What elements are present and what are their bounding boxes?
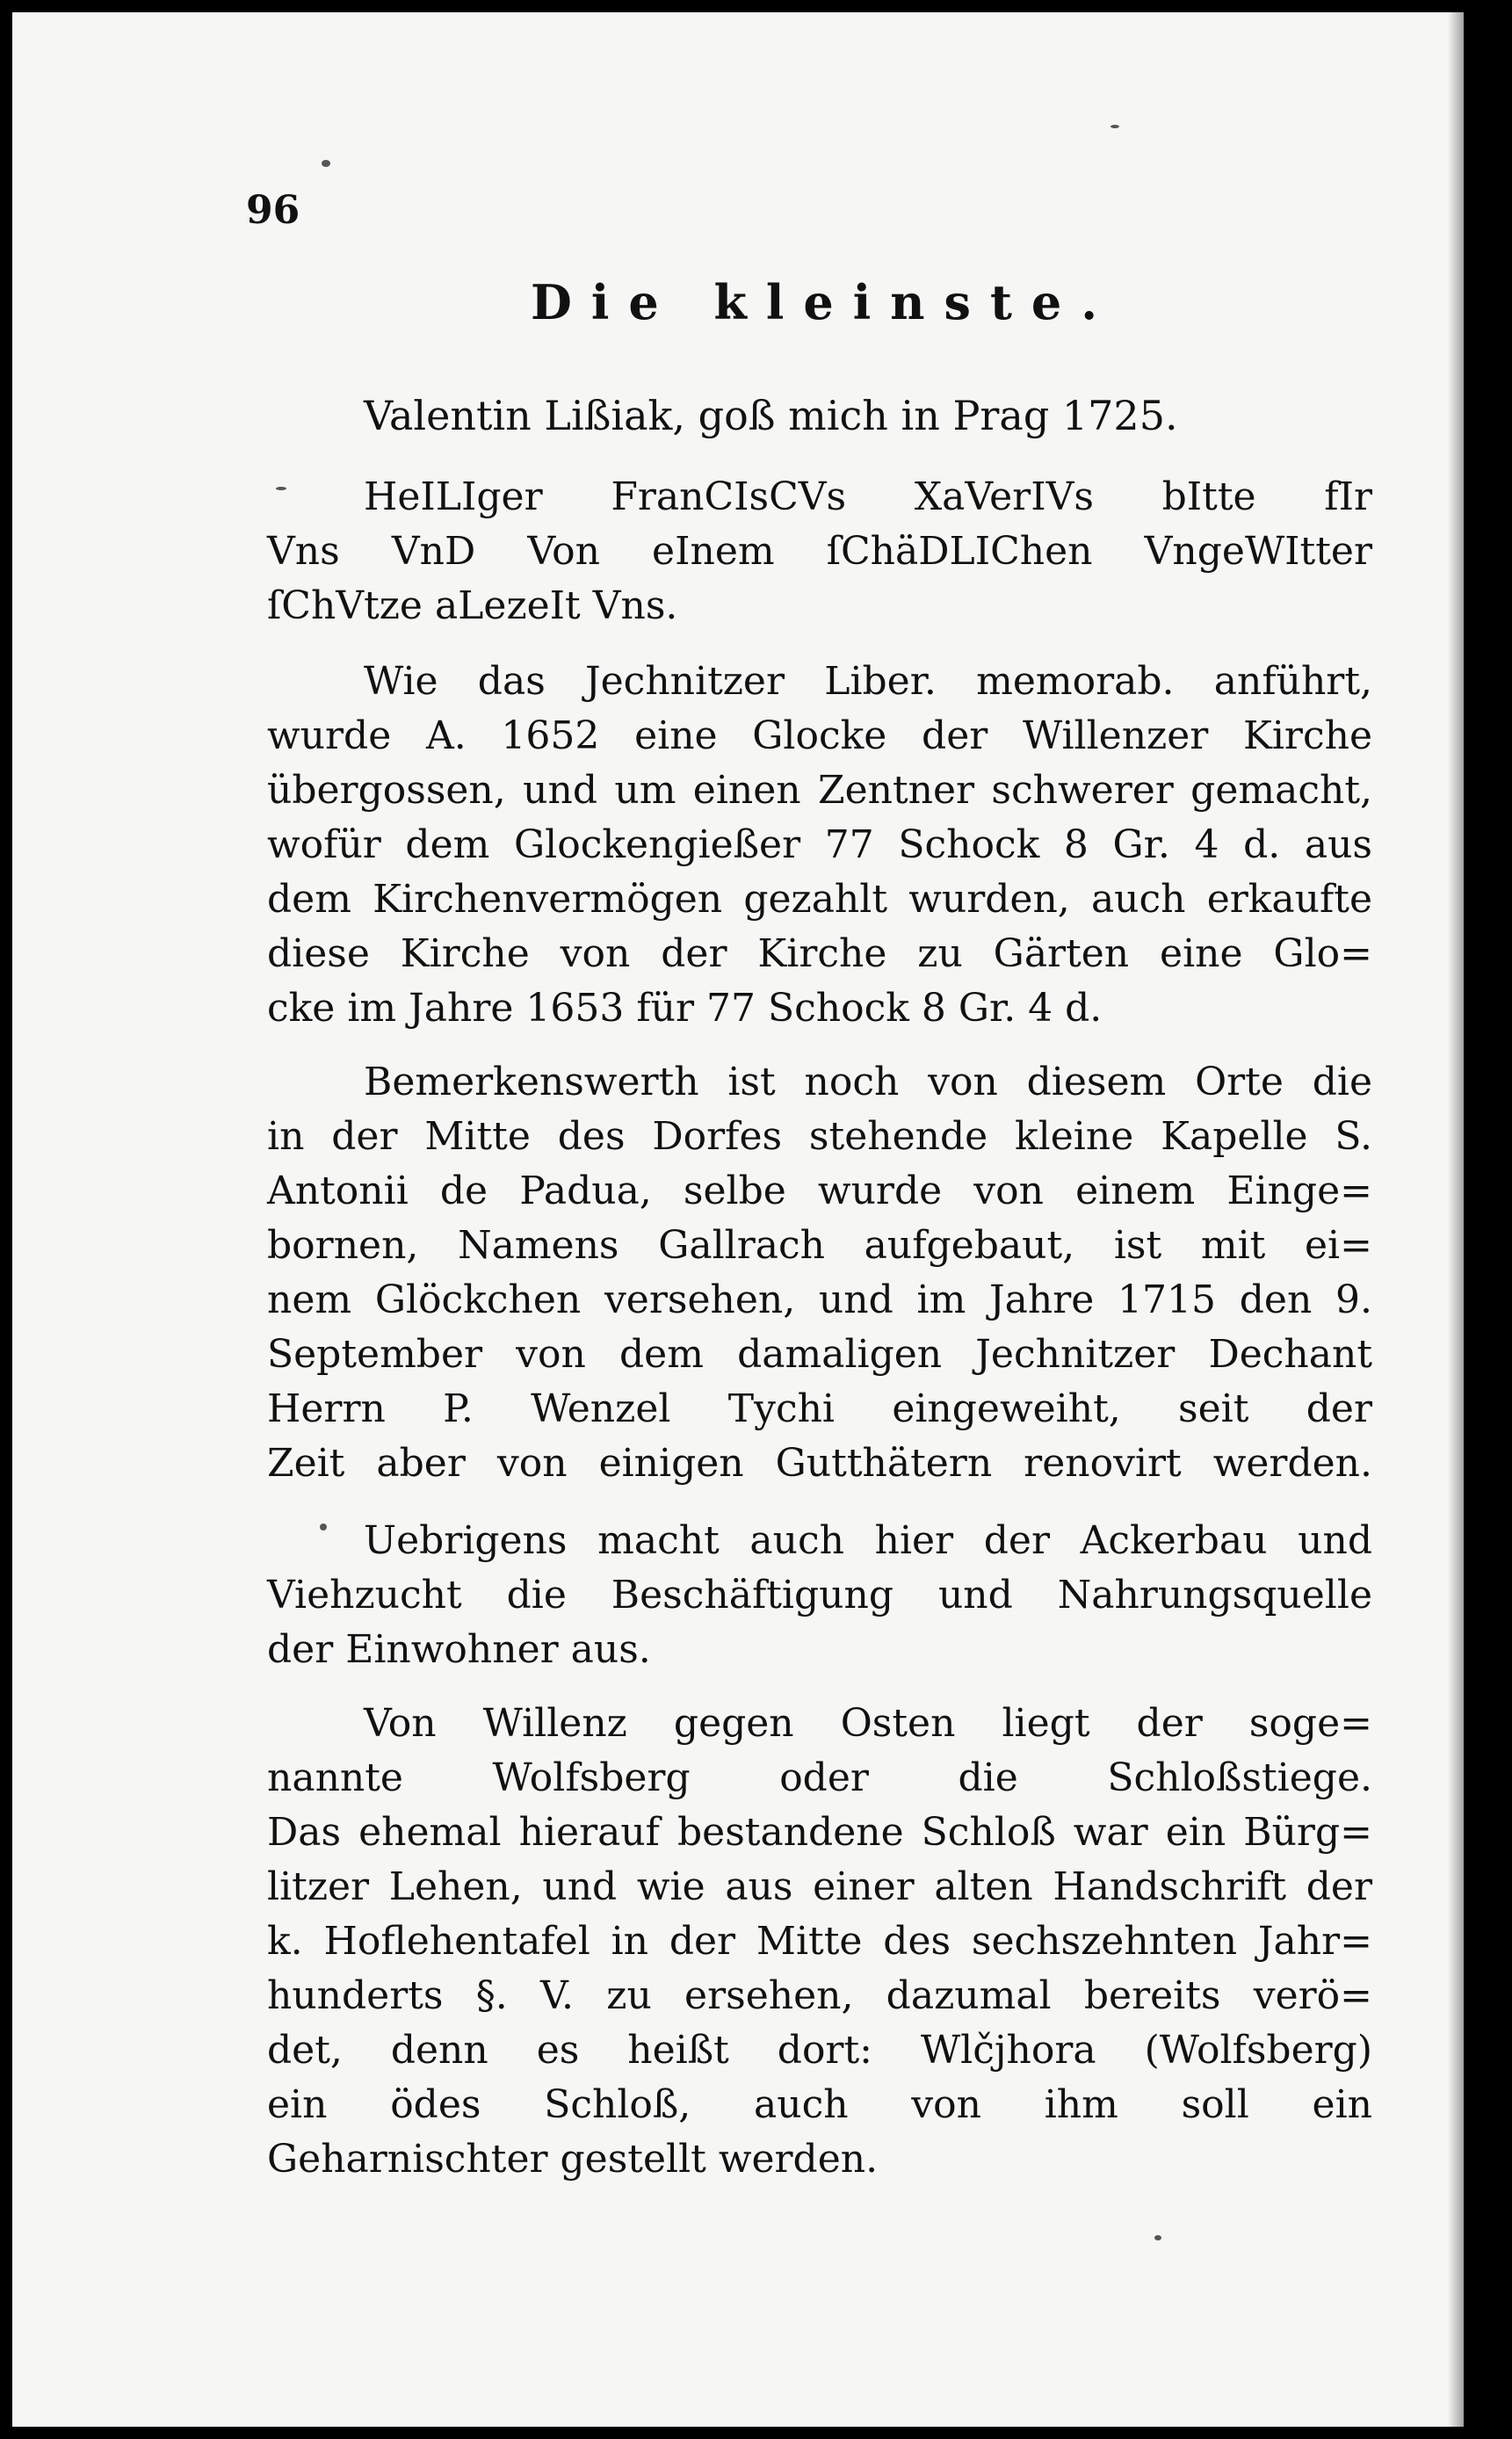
- paragraph-line: diese Kirche von der Kirche zu Gärten eine Glo=: [267, 931, 1372, 976]
- inscription-line-1: HeILIger FranCIsCVs XaVerIVs bItte fIr: [364, 474, 1372, 519]
- print-speck: [276, 487, 286, 490]
- paragraph-line: Geharnischter gestellt werden.: [267, 2137, 879, 2182]
- paragraph-line: nem Glöckchen versehen, und im Jahre 1715 den 9.: [267, 1277, 1372, 1322]
- paragraph-line: Bemerkenswerth ist noch von diesem Orte die: [364, 1060, 1372, 1104]
- print-speck: [322, 160, 330, 167]
- print-speck: [320, 1523, 327, 1531]
- paragraph-line: ein ödes Schloß, auch von ihm soll ein: [267, 2082, 1372, 2127]
- paragraph-line: in der Mitte des Dorfes stehende kleine Kapelle S.: [267, 1114, 1372, 1159]
- paragraph-line: k. Hoflehentafel in der Mitte des sechszehnten Jahr=: [267, 1919, 1372, 1964]
- inscription-line-2: Vns VnD Von eInem ſChäDLIChen VngeWItter: [267, 529, 1372, 574]
- paragraph-line: übergossen, und um einen Zentner schwerer gemacht,: [267, 768, 1372, 813]
- paragraph-line: der Einwohner aus.: [267, 1627, 651, 1672]
- paragraph-line: Uebrigens macht auch hier der Ackerbau und: [364, 1518, 1372, 1563]
- paragraph-line: bornen, Namens Gallrach aufgebaut, ist mit ei=: [267, 1223, 1372, 1268]
- paragraph-line: Herrn P. Wenzel Tychi eingeweiht, seit der: [267, 1386, 1372, 1431]
- page-edge-shadow: [1448, 12, 1464, 2427]
- bell-maker-line: Valentin Lißiak, goß mich in Prag 1725.: [364, 392, 1178, 439]
- paragraph-line: wofür dem Glockengießer 77 Schock 8 Gr. 4 d. aus: [267, 822, 1372, 867]
- paragraph-line: Das ehemal hierauf bestandene Schloß war ein Bürg=: [267, 1810, 1372, 1855]
- paragraph-line: Von Willenz gegen Osten liegt der soge=: [364, 1701, 1372, 1746]
- paragraph-line: Wie das Jechnitzer Liber. memorab. anführt,: [364, 659, 1372, 704]
- paragraph-line: dem Kirchenvermögen gezahlt wurden, auch erkaufte: [267, 877, 1372, 922]
- inscription-line-3: ſChVtze aLezeIt Vns.: [267, 583, 678, 628]
- paragraph-line: September von dem damaligen Jechnitzer Dechant: [267, 1332, 1372, 1377]
- paragraph-line: litzer Lehen, und wie aus einer alten Handschrift der: [267, 1864, 1372, 1909]
- paragraph-line: hunderts §. V. zu ersehen, dazumal bereits verö=: [267, 1973, 1372, 2018]
- paragraph-line: wurde A. 1652 eine Glocke der Willenzer Kirche: [267, 713, 1372, 758]
- paragraph-line: Antonii de Padua, selbe wurde von einem Einge=: [267, 1169, 1372, 1213]
- paragraph-line: det, denn es heißt dort: Wlčjhora (Wolfsberg): [267, 2028, 1372, 2073]
- page-number: 96: [246, 188, 300, 233]
- paragraph-line: Zeit aber von einigen Gutthätern renovirt werden.: [267, 1441, 1372, 1486]
- paragraph-line: nannte Wolfsberg oder die Schloßstiege.: [267, 1755, 1372, 1800]
- section-title: Die kleinste.: [531, 274, 1118, 330]
- paragraph-line: Viehzucht die Beschäftigung und Nahrungsquelle: [267, 1573, 1372, 1618]
- book-page: [12, 12, 1464, 2427]
- print-speck: [1154, 2235, 1161, 2240]
- print-speck: [1110, 125, 1119, 128]
- paragraph-line: cke im Jahre 1653 für 77 Schock 8 Gr. 4 d.: [267, 986, 1103, 1031]
